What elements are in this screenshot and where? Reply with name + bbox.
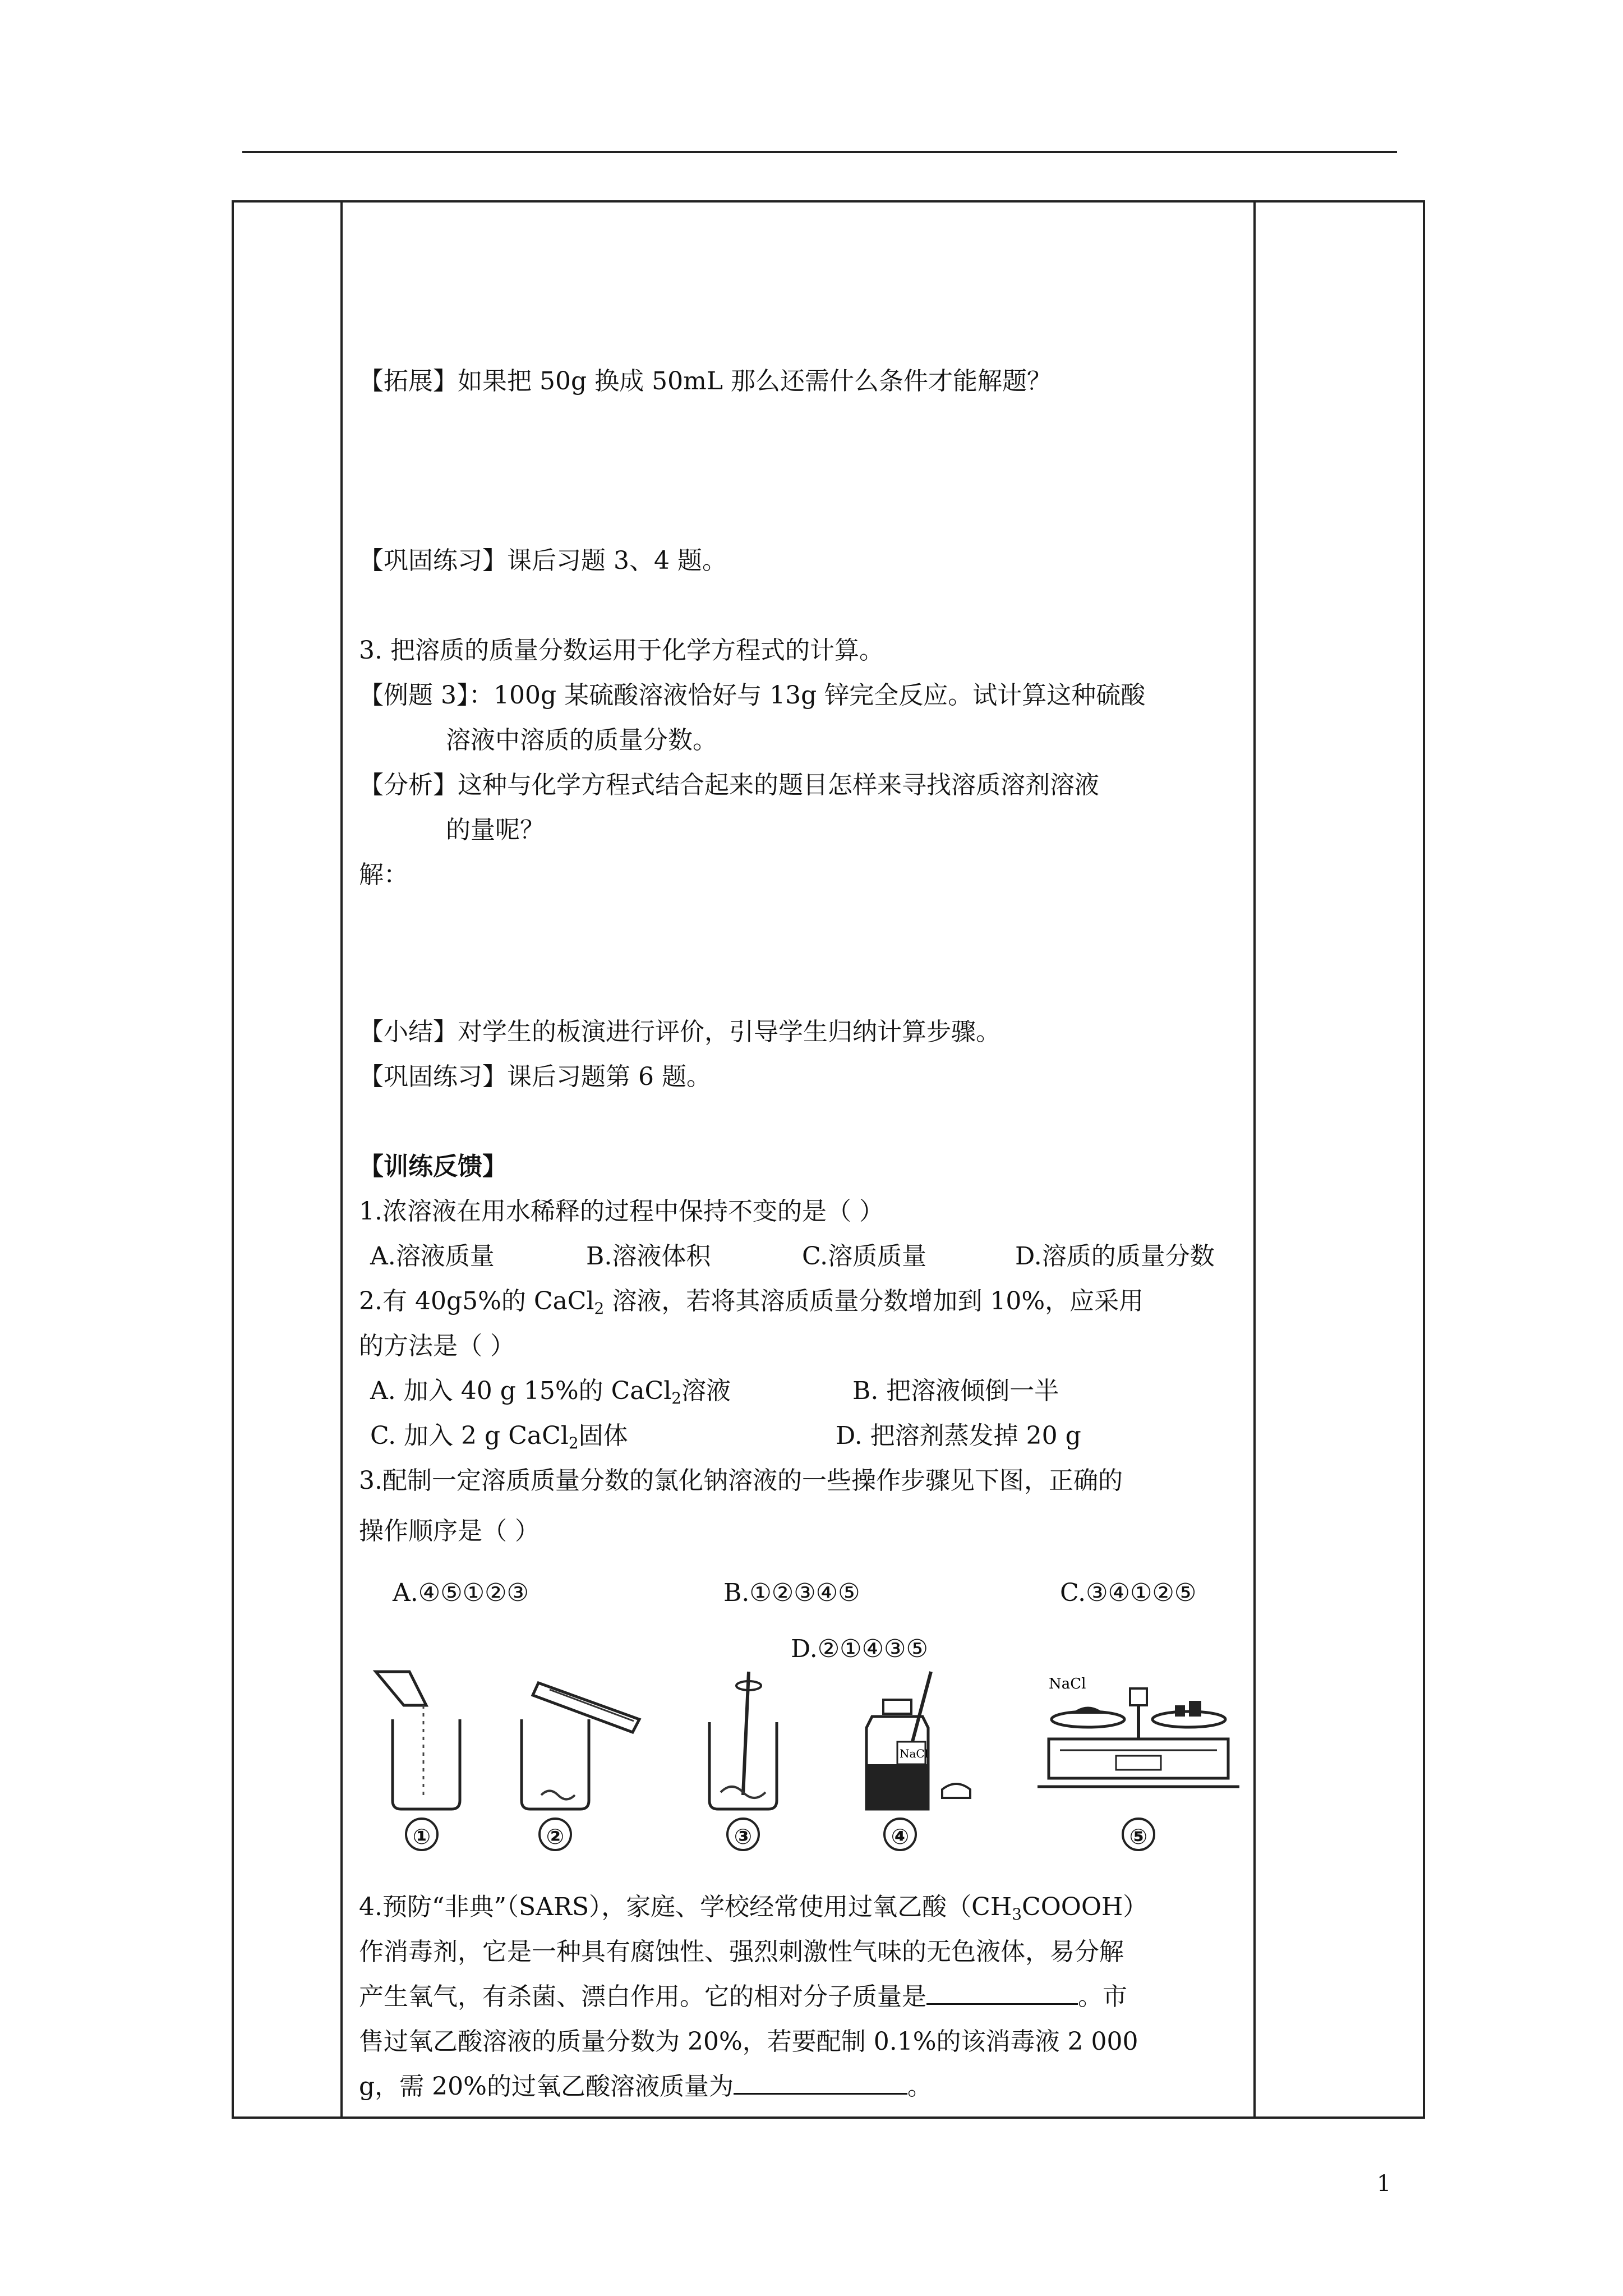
figure-label-1: ① [405,1818,439,1851]
question-4-line-5: g，需 20%的过氧乙酸溶液质量为 。 [359,2064,932,2109]
question-4-line-2: 作消毒剂，它是一种具有腐蚀性、强烈刺激性气味的无色液体，易分解 [359,1938,1124,1966]
figure-label-4: ④ [883,1818,917,1851]
question-2-option-b: B. 把溶液倾倒一半 [852,1377,1059,1405]
question-1: 1.浓溶液在用水稀释的过程中保持不变的是（ ） [359,1197,884,1226]
question-4-line-4: 售过氧乙酸溶液的质量分数为 20%，若要配制 0.1%的该消毒液 2 000 [359,2027,1138,2056]
figure-step-3 [695,1666,791,1851]
question-1-option-c: C.溶质质量 [802,1242,927,1271]
question-3-line-1: 3.配制一定溶质质量分数的氯化钠溶液的一些操作步骤见下图，正确的 [359,1466,1123,1495]
pouring-beaker-icon [370,1666,471,1818]
section-3-heading: 3. 把溶质的质量分数运用于化学方程式的计算。 [359,636,884,665]
header-rule [242,151,1397,153]
question-2-option-a: A. 加入 40 g 15%的 CaCl$_2$溶液 [370,1377,731,1407]
question-3-option-c: C.③④①②⑤ [1060,1579,1197,1607]
table-column-divider-1 [340,200,343,2119]
bottle-label: NaCl [900,1747,929,1760]
expand-prompt: 【拓展】如果把 50g 换成 50mL 那么还需什么条件才能解题？ [359,367,1052,395]
question-1-option-b: B.溶液体积 [586,1242,711,1271]
question-2-line-1: 2.有 40g5%的 CaCl$_2$ 溶液，若将其溶质质量分数增加到 10%，应采用 [359,1287,1144,1318]
example-3-line-1: 【例题 3】：100g 某硫酸溶液恰好与 13g 锌完全反应。试计算这种硫酸 [359,681,1146,710]
reagent-bottle-icon [852,1666,976,1818]
figure-step-1 [370,1666,471,1851]
figure-label-2: ② [538,1818,572,1851]
analysis-line-2: 的量呢？ [446,816,545,844]
balance-scale-icon [1038,1666,1239,1818]
page-number: 1 [1377,2171,1391,2197]
example-3-line-2: 溶液中溶质的质量分数。 [446,726,717,754]
solution-label: 解： [359,861,408,889]
question-4-line-3: 产生氧气，有杀菌、漂白作用。它的相对分子质量是 。市 [359,1975,1127,2019]
consolidation-exercise-2: 【巩固练习】课后习题第 6 题。 [359,1062,711,1091]
figure-label-5: ⑤ [1122,1818,1155,1851]
consolidation-exercise-1: 【巩固练习】课后习题 3、4 题。 [359,546,727,575]
analysis-line-1: 【分析】这种与化学方程式结合起来的题目怎样来寻找溶质溶剂溶液 [359,771,1099,799]
question-2-option-c: C. 加入 2 g CaCl$_2$固体 [370,1421,628,1452]
question-3-option-a: A.④⑤①②③ [393,1579,529,1607]
question-1-option-d: D.溶质的质量分数 [1015,1242,1215,1271]
procedure-figure [359,1666,1256,1851]
question-3-option-d: D.②①④③⑤ [791,1635,928,1663]
figure-step-2 [505,1666,651,1851]
figure-step-4 [852,1666,976,1851]
feedback-title: 【训练反馈】 [359,1152,507,1181]
cylinder-pouring-icon [505,1666,651,1818]
figure-step-5 [1038,1666,1239,1851]
stirring-rod-icon [695,1666,791,1818]
question-1-option-a: A.溶液质量 [370,1242,495,1271]
answer-blank-solution-mass[interactable] [734,2068,907,2095]
question-3-option-b: B.①②③④⑤ [723,1579,860,1607]
question-2-line-2: 的方法是（ ） [359,1332,515,1360]
figure-label-3: ③ [726,1818,760,1851]
question-4-line-1: 4.预防“非典”（SARS），家庭、学校经常使用过氧乙酸$(CH_3COOOH)$ [359,1893,1148,1924]
scale-label: NaCl [1049,1676,1086,1692]
question-2-option-d: D. 把溶剂蒸发掉 20 g [836,1421,1081,1450]
summary-line: 【小结】对学生的板演进行评价，引导学生归纳计算步骤。 [359,1018,1000,1046]
question-3-line-2: 操作顺序是（ ） [359,1517,540,1545]
answer-blank-molar-mass[interactable] [926,1978,1078,2005]
